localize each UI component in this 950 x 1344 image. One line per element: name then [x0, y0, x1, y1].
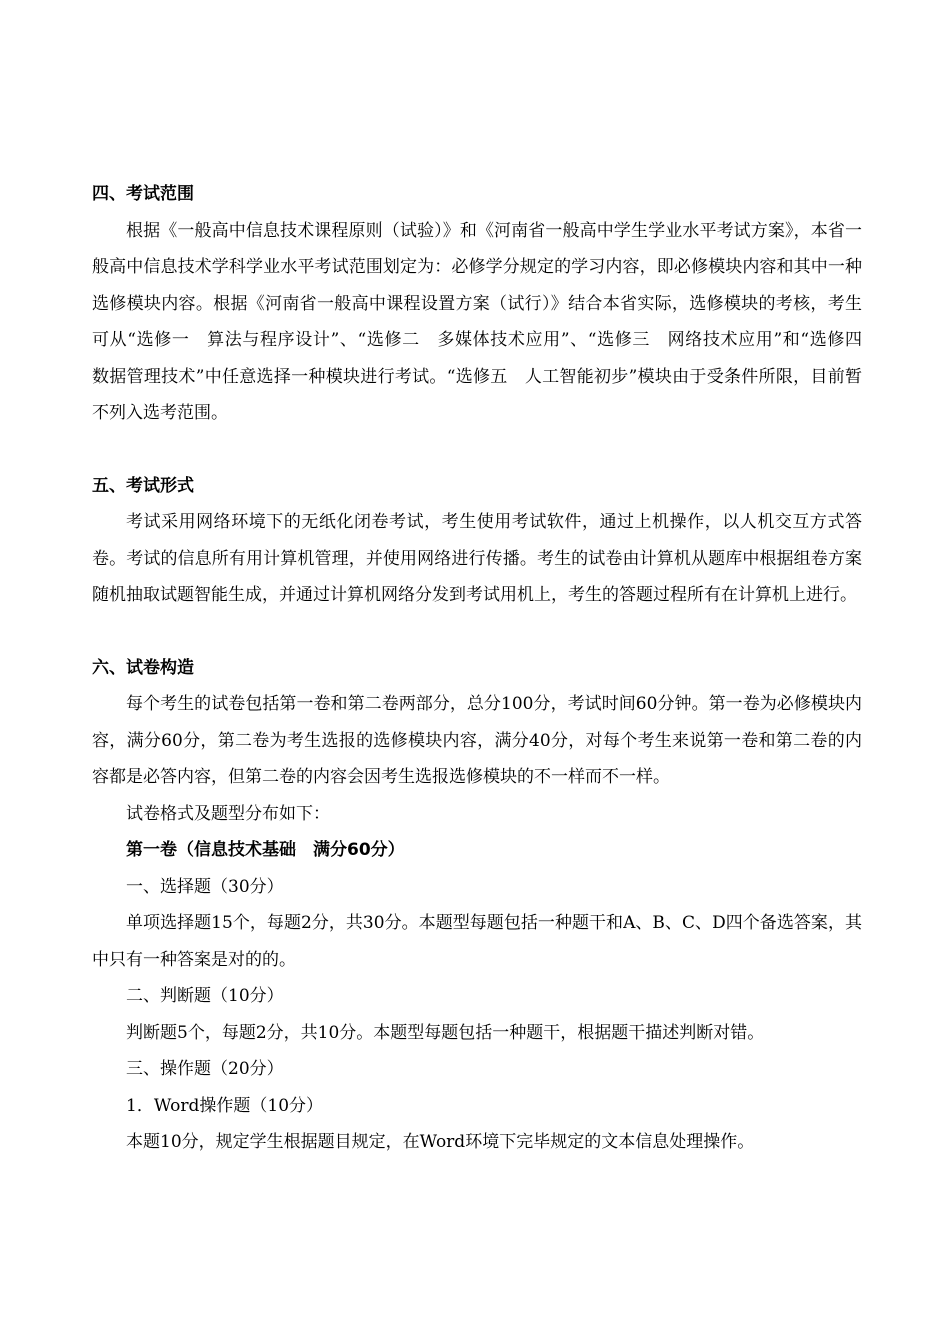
volume1-title: 第一卷（信息技术基础 满分60分）	[126, 840, 405, 860]
section-heading-format: 五、考试形式	[92, 475, 194, 496]
layout-intro: 试卷格式及题型分布如下：	[126, 803, 330, 824]
section-exam-format	[92, 468, 862, 614]
section-heading-scope: 四、考试范围	[92, 184, 194, 204]
section-heading-structure: 六、试卷构造	[92, 657, 194, 678]
paragraph-scope: 根据《一般高中信息技术课程原则（试验）》和《河南省一般高中学生学业水平考试方案》，本省一般高中信息技术学科学业水平考试范围划定为：必修学分规定的学习内容，即必修模块内容和其中一种选修模块内容。根据《河南省一般高中课程设置方案（试行）》结合本省实际，选修模块的考核，考生可从“选修一 算法与程序设计”、“选修二 多媒体技术应用”、“选修三 网络技术应用”和“选修四 数据管理技术”中任意选择一种模块进行考试。“选修五 人工智能初步”模块由于受条件所限，目前暂不列入选考范围。	[92, 220, 879, 423]
paragraph-structure: 每个考生的试卷包括第一卷和第二卷两部分，总分100分，考试时间60分钟。第一卷为必修模块内容，满分60分，第二卷为考生选报的选修模块内容，满分40分，对每个考生来说第一卷和第二卷的内容都是必答内容，但第二卷的内容会因考生选报选修模块的不一样而不一样。	[92, 694, 862, 787]
part1-text: 单项选择题15个，每题2分，共30分。本题型每题包括一种题干和A、B、C、D四个备选答案，其中只有一种答案是对的的。	[92, 913, 862, 970]
part3-sub1-title: 1．Word操作题（10分）	[126, 1095, 324, 1116]
section-paper-structure	[92, 650, 862, 1161]
part3-title: 三、操作题（20分）	[126, 1059, 284, 1079]
part2-title: 二、判断题（10分）	[126, 986, 284, 1006]
part3-sub1-text: 本题10分，规定学生根据题目规定，在Word环境下完毕规定的文本信息处理操作。	[126, 1132, 755, 1152]
document-body	[92, 176, 879, 1161]
part1-title: 一、选择题（30分）	[126, 876, 284, 897]
paragraph-format: 考试采用网络环境下的无纸化闭卷考试，考生使用考试软件，通过上机操作，以人机交互方式答卷。考试的信息所有用计算机管理，并使用网络进行传播。考生的试卷由计算机从题库中根据组卷方案随机抽取试题智能生成，并通过计算机网络分发到考试用机上，考生的答题过程所有在计算机上进行。	[92, 512, 862, 605]
section-exam-scope	[92, 176, 879, 432]
part2-text: 判断题5个，每题2分，共10分。本题型每题包括一种题干，根据题干描述判断对错。	[126, 1022, 765, 1043]
